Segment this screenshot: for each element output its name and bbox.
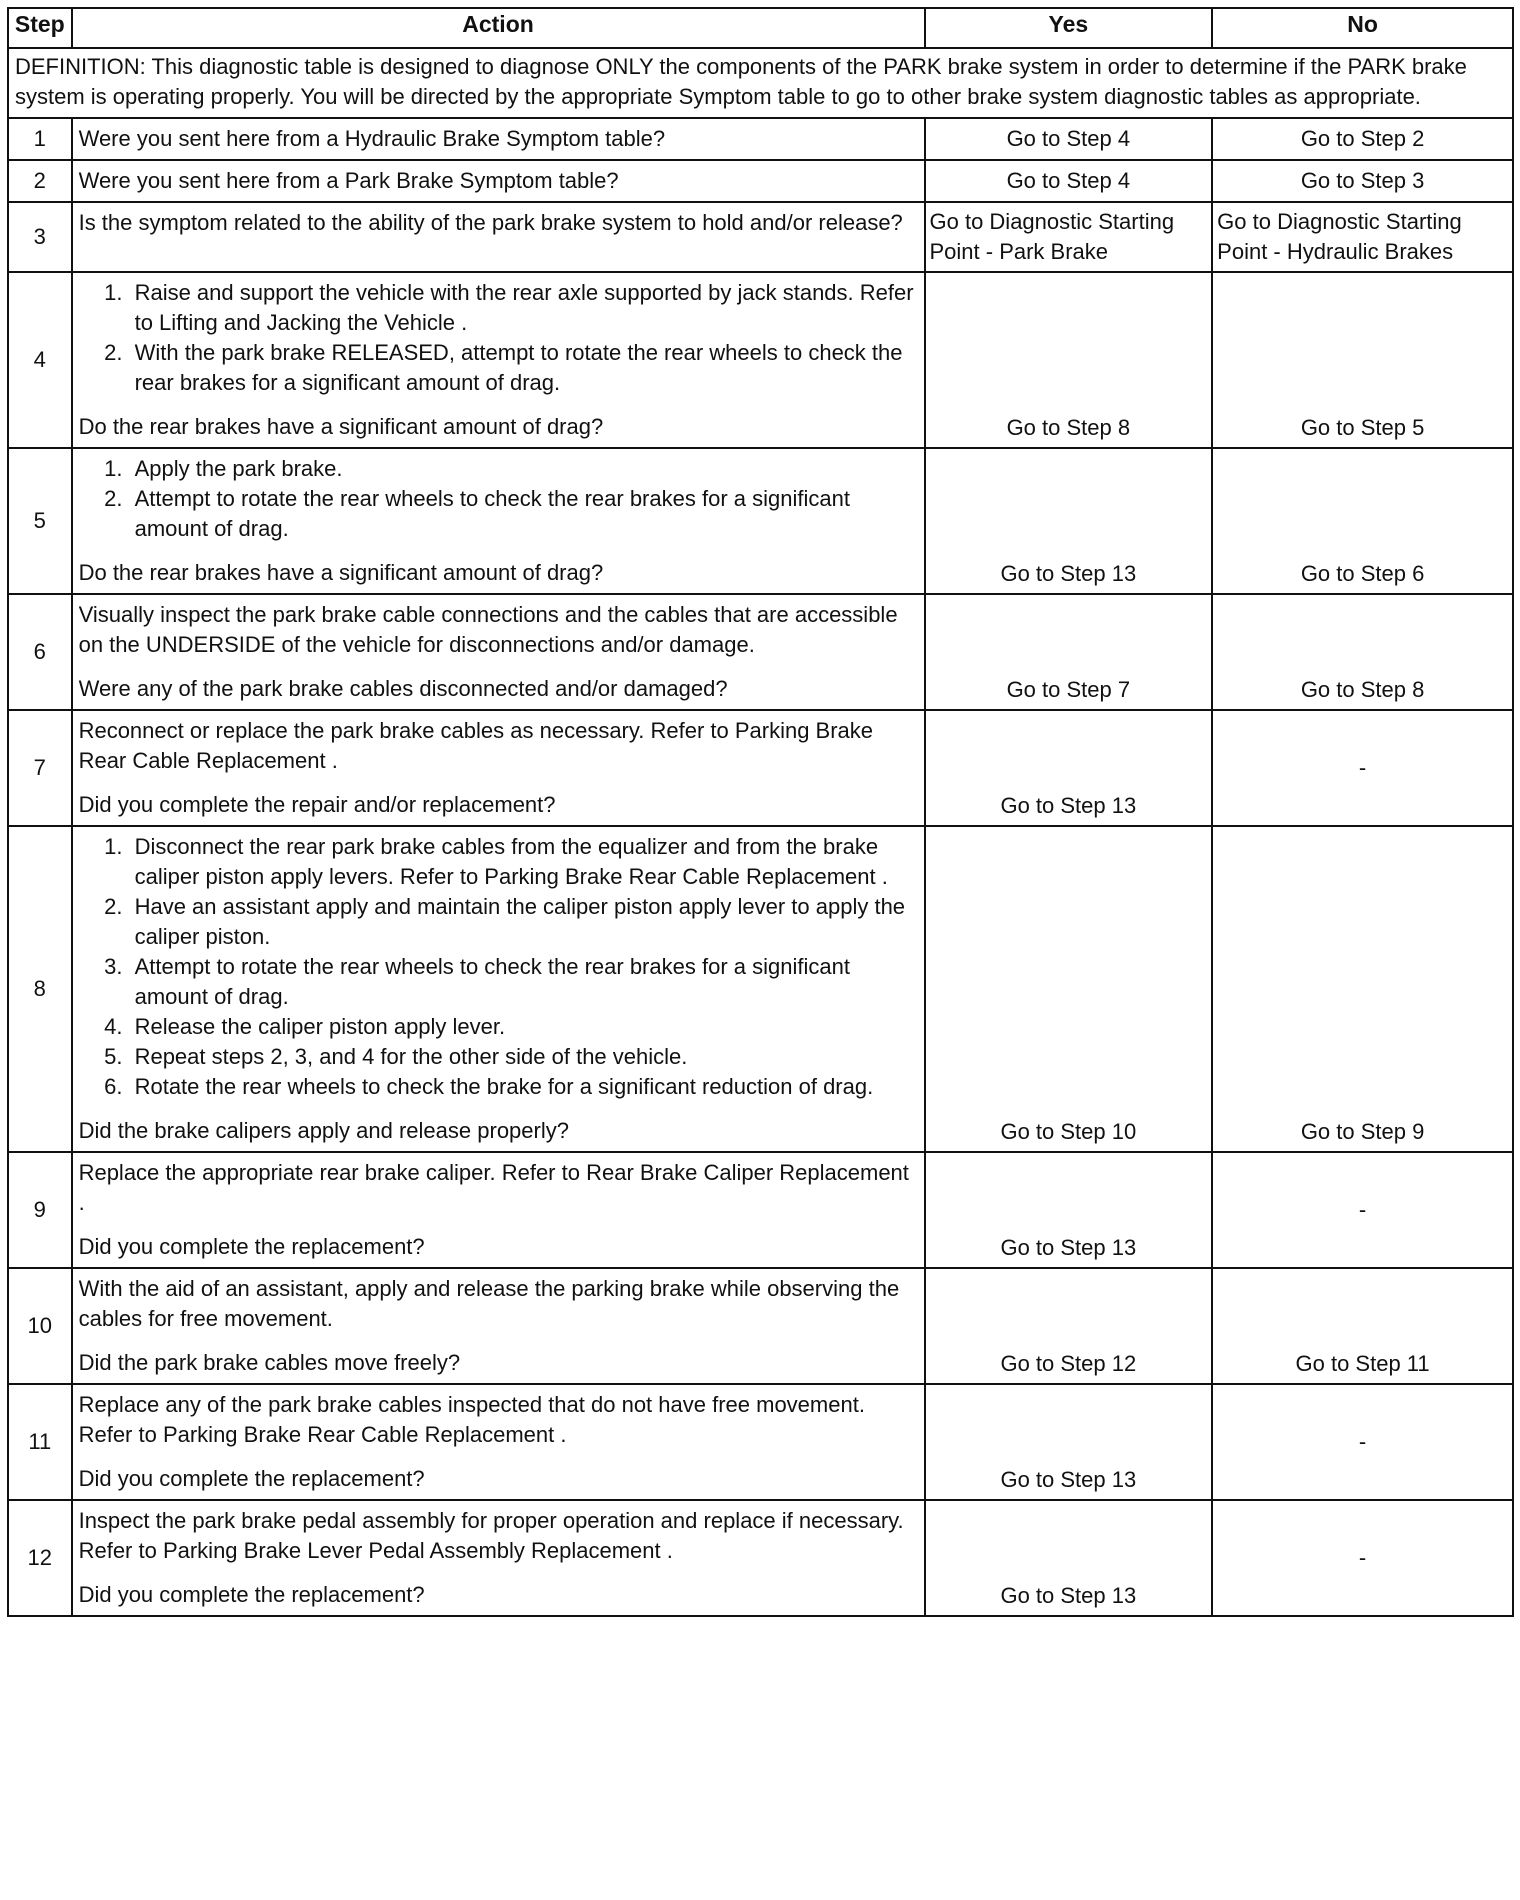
header-action: Action	[72, 8, 925, 48]
yes-result: Go to Step 4	[925, 118, 1213, 160]
header-row	[8, 8, 1513, 48]
procedure-list	[79, 832, 918, 1102]
header-step: Step	[8, 8, 72, 48]
table-row	[8, 826, 1513, 1152]
step-action	[72, 1268, 925, 1384]
table-row	[8, 1268, 1513, 1384]
yes-result: Go to Step 13	[925, 1500, 1213, 1616]
yes-result: Go to Step 13	[925, 710, 1213, 826]
step-question: Did you complete the replacement?	[78, 1234, 425, 1259]
step-question: Is the symptom related to the ability of the park brake system to hold and/or release?	[72, 202, 925, 272]
step-question: Were you sent here from a Hydraulic Brake Symptom table?	[72, 118, 925, 160]
header-yes: Yes	[925, 8, 1213, 48]
list-item: 4. Release the caliper piston apply lever.	[129, 1012, 918, 1042]
yes-result: Go to Step 7	[925, 594, 1213, 710]
step-number: 11	[8, 1384, 72, 1500]
list-item: 2. Have an assistant apply and maintain the caliper piston apply lever to apply the caliper piston.	[129, 892, 918, 952]
step-number: 9	[8, 1152, 72, 1268]
step-instruction: Visually inspect the park brake cable connections and the cables that are accessible on the UNDERSIDE of the vehicle for disconnections and/or damage.	[78, 602, 898, 657]
step-number: 5	[8, 448, 72, 594]
step-number: 8	[8, 826, 72, 1152]
procedure-list	[79, 454, 918, 544]
step-number: 6	[8, 594, 72, 710]
list-item: 5. Repeat steps 2, 3, and 4 for the other side of the vehicle.	[129, 1042, 918, 1072]
yes-result: Go to Step 8	[925, 272, 1213, 448]
list-item: 3. Attempt to rotate the rear wheels to check the rear brakes for a significant amount of drag.	[129, 952, 918, 1012]
no-result: Go to Step 3	[1212, 160, 1513, 202]
table-row	[8, 594, 1513, 710]
step-action	[72, 1500, 925, 1616]
yes-result: Go to Step 13	[925, 1152, 1213, 1268]
step-action	[72, 1152, 925, 1268]
no-result: Go to Step 6	[1212, 448, 1513, 594]
step-question: Were you sent here from a Park Brake Symptom table?	[72, 160, 925, 202]
table-row	[8, 1500, 1513, 1616]
step-number: 1	[8, 118, 72, 160]
step-action	[72, 826, 925, 1152]
diagnostic-table	[7, 7, 1514, 1617]
step-question: Were any of the park brake cables disconnected and/or damaged?	[78, 676, 728, 701]
step-question: Did the park brake cables move freely?	[78, 1350, 461, 1375]
no-result: Go to Diagnostic Starting Point - Hydraulic Brakes	[1212, 202, 1513, 272]
table-row	[8, 118, 1513, 160]
no-result: Go to Step 2	[1212, 118, 1513, 160]
no-result: -	[1212, 1152, 1513, 1268]
step-question: Do the rear brakes have a significant amount of drag?	[78, 560, 604, 585]
no-result: -	[1212, 1500, 1513, 1616]
step-number: 2	[8, 160, 72, 202]
no-result: Go to Step 5	[1212, 272, 1513, 448]
yes-result: Go to Step 13	[925, 1384, 1213, 1500]
step-action	[72, 1384, 925, 1500]
step-question: Do the rear brakes have a significant amount of drag?	[78, 414, 604, 439]
table-row	[8, 448, 1513, 594]
list-item: 2. With the park brake RELEASED, attempt to rotate the rear wheels to check the rear brakes for a significant amount of drag.	[129, 338, 918, 398]
table-row	[8, 272, 1513, 448]
step-question: Did the brake calipers apply and release properly?	[78, 1118, 569, 1143]
step-question: Did you complete the replacement?	[78, 1466, 425, 1491]
yes-result: Go to Step 13	[925, 448, 1213, 594]
table-row	[8, 710, 1513, 826]
list-item: 2. Attempt to rotate the rear wheels to check the rear brakes for a significant amount of drag.	[129, 484, 918, 544]
yes-result: Go to Step 10	[925, 826, 1213, 1152]
header-no: No	[1212, 8, 1513, 48]
table-row	[8, 1152, 1513, 1268]
no-result: Go to Step 8	[1212, 594, 1513, 710]
step-action	[72, 448, 925, 594]
table-row	[8, 160, 1513, 202]
list-item: 1. Raise and support the vehicle with the rear axle supported by jack stands. Refer to Lifting and Jacking the Vehicle .	[129, 278, 918, 338]
no-result: Go to Step 11	[1212, 1268, 1513, 1384]
step-question: Did you complete the replacement?	[78, 1582, 425, 1607]
list-item: 1. Disconnect the rear park brake cables from the equalizer and from the brake caliper piston apply levers. Refer to Parking Brake Rear Cable Replacement .	[129, 832, 918, 892]
step-instruction: With the aid of an assistant, apply and release the parking brake while observing the cables for free movement.	[78, 1276, 900, 1331]
definition-text: DEFINITION: This diagnostic table is designed to diagnose ONLY the components of the PARK brake system in order to determine if the PARK brake system is operating properly. You will be directed by the appropriate Symptom table to go to other brake system diagnostic tables as appropriate.	[8, 48, 1513, 118]
no-result: -	[1212, 710, 1513, 826]
step-number: 3	[8, 202, 72, 272]
yes-result: Go to Diagnostic Starting Point - Park Brake	[925, 202, 1213, 272]
step-action	[72, 594, 925, 710]
step-question: Did you complete the repair and/or replacement?	[78, 792, 556, 817]
procedure-list	[79, 278, 918, 398]
step-instruction: Reconnect or replace the park brake cables as necessary. Refer to Parking Brake Rear Cable Replacement .	[78, 718, 874, 773]
step-action	[72, 272, 925, 448]
step-number: 10	[8, 1268, 72, 1384]
step-number: 12	[8, 1500, 72, 1616]
no-result: Go to Step 9	[1212, 826, 1513, 1152]
step-action	[72, 710, 925, 826]
definition-row	[8, 48, 1513, 118]
yes-result: Go to Step 4	[925, 160, 1213, 202]
step-instruction: Replace any of the park brake cables inspected that do not have free movement. Refer to Parking Brake Rear Cable Replacement .	[78, 1392, 865, 1447]
list-item: 6. Rotate the rear wheels to check the brake for a significant reduction of drag.	[129, 1072, 918, 1102]
step-number: 7	[8, 710, 72, 826]
table-row	[8, 202, 1513, 272]
diagnostic-table-container	[7, 7, 1514, 1617]
table-row	[8, 1384, 1513, 1500]
no-result: -	[1212, 1384, 1513, 1500]
yes-result: Go to Step 12	[925, 1268, 1213, 1384]
step-number: 4	[8, 272, 72, 448]
step-instruction: Inspect the park brake pedal assembly for proper operation and replace if necessary. Refer to Parking Brake Lever Pedal Assembly Replacement .	[78, 1508, 904, 1563]
step-instruction: Replace the appropriate rear brake caliper. Refer to Rear Brake Caliper Replacement .	[78, 1160, 909, 1215]
list-item: 1. Apply the park brake.	[129, 454, 918, 484]
